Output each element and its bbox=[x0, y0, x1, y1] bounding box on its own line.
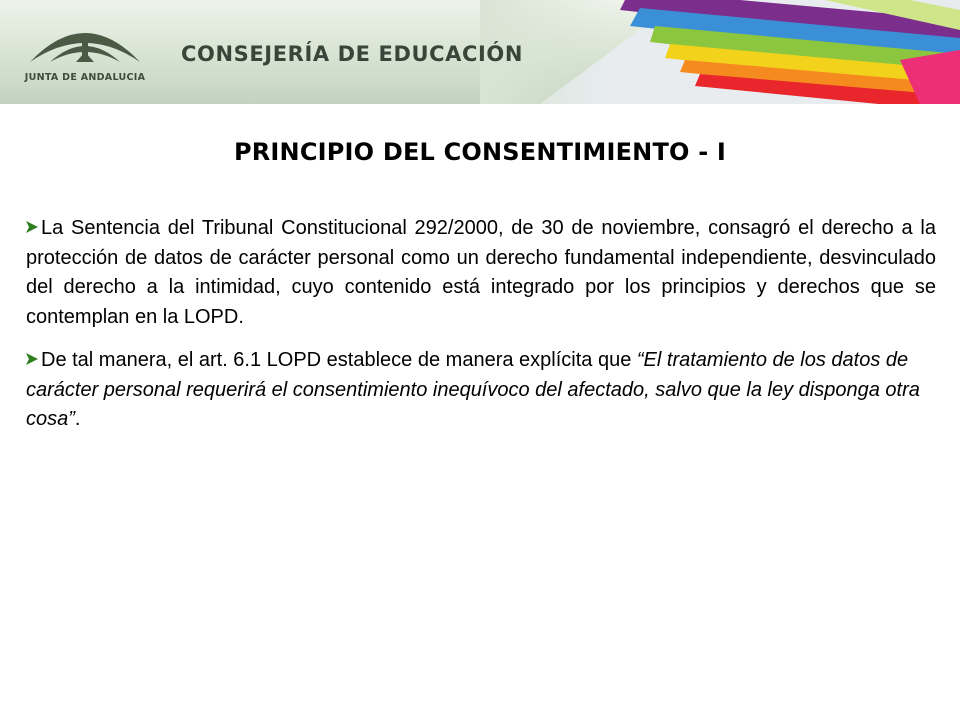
department-title: CONSEJERÍA DE EDUCACIÓN bbox=[181, 42, 524, 66]
bullet-paragraph bbox=[26, 214, 936, 332]
bullet-text-intro: De tal manera, el art. 6.1 LOPD establece de manera explícita que bbox=[41, 349, 637, 371]
header-banner bbox=[0, 0, 960, 104]
logo-text: JUNTA DE ANDALUCIA bbox=[24, 72, 146, 83]
logo-arch-icon bbox=[22, 12, 148, 72]
crayons-photo bbox=[480, 0, 960, 104]
bullet-paragraph bbox=[26, 346, 936, 435]
arrow-bullet-icon bbox=[26, 353, 38, 365]
bullet-text-end: . bbox=[74, 408, 81, 430]
arrow-bullet-icon bbox=[26, 221, 38, 233]
bullet-quote: “El tratamiento de los datos de carácter personal requerirá el consentimiento inequívoco del afectado, salvo que la ley disponga otra cosa” bbox=[26, 349, 920, 430]
slide-content bbox=[26, 214, 936, 449]
bullet-text: La Sentencia del Tribunal Constitucional 292/2000, de 30 de noviembre, consagró el derecho a la protección de datos de carácter personal como un derecho fundamental independiente, desvinculado del derecho a la intimidad, cuyo contenido está integrado por los principios y derechos que se contemplan en la LOPD. bbox=[26, 217, 936, 328]
slide-title: PRINCIPIO DEL CONSENTIMIENTO - I bbox=[233, 138, 727, 166]
junta-de-andalucia-logo bbox=[22, 12, 148, 94]
